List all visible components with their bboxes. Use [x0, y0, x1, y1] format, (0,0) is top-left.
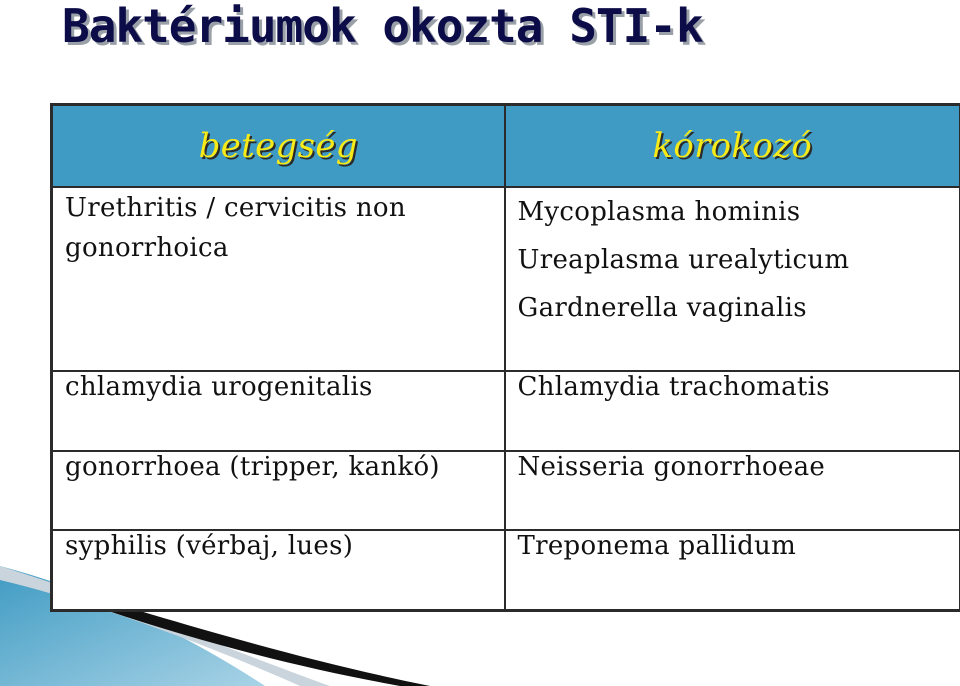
- pathogen-cell: [505, 451, 960, 530]
- disease-cell: [52, 187, 505, 371]
- page-title: Baktériumok okozta STI-k: [62, 0, 703, 53]
- table-row: [52, 530, 960, 611]
- table-row: [52, 187, 960, 371]
- header-disease: betegség: [52, 105, 505, 188]
- pathogen-text: Mycoplasma hominis: [517, 197, 801, 227]
- disease-text: syphilis (vérbaj, lues): [65, 531, 354, 561]
- header-pathogen: kórokozó: [505, 105, 960, 188]
- disease-text: gonorrhoica: [65, 233, 229, 263]
- disease-cell: [52, 530, 505, 611]
- disease-text: gonorrhoea (tripper, kankó): [65, 452, 440, 482]
- table-header-row: [52, 105, 960, 188]
- disease-text: Urethritis / cervicitis non: [65, 193, 406, 223]
- pathogen-text: Chlamydia trachomatis: [517, 372, 830, 402]
- pathogen-cell: [505, 371, 960, 451]
- table-row: [52, 371, 960, 451]
- disease-cell: [52, 451, 505, 530]
- disease-text: chlamydia urogenitalis: [65, 372, 373, 402]
- pathogen-cell: [505, 187, 960, 371]
- pathogen-text: Ureaplasma urealyticum: [517, 245, 850, 275]
- pathogen-text: Treponema pallidum: [517, 531, 797, 561]
- table-row: [52, 451, 960, 530]
- pathogen-cell: [505, 530, 960, 611]
- pathogen-text: Neisseria gonorrhoeae: [517, 452, 826, 482]
- disease-cell: [52, 371, 505, 451]
- sti-table: [50, 103, 960, 612]
- pathogen-text: Gardnerella vaginalis: [517, 293, 807, 323]
